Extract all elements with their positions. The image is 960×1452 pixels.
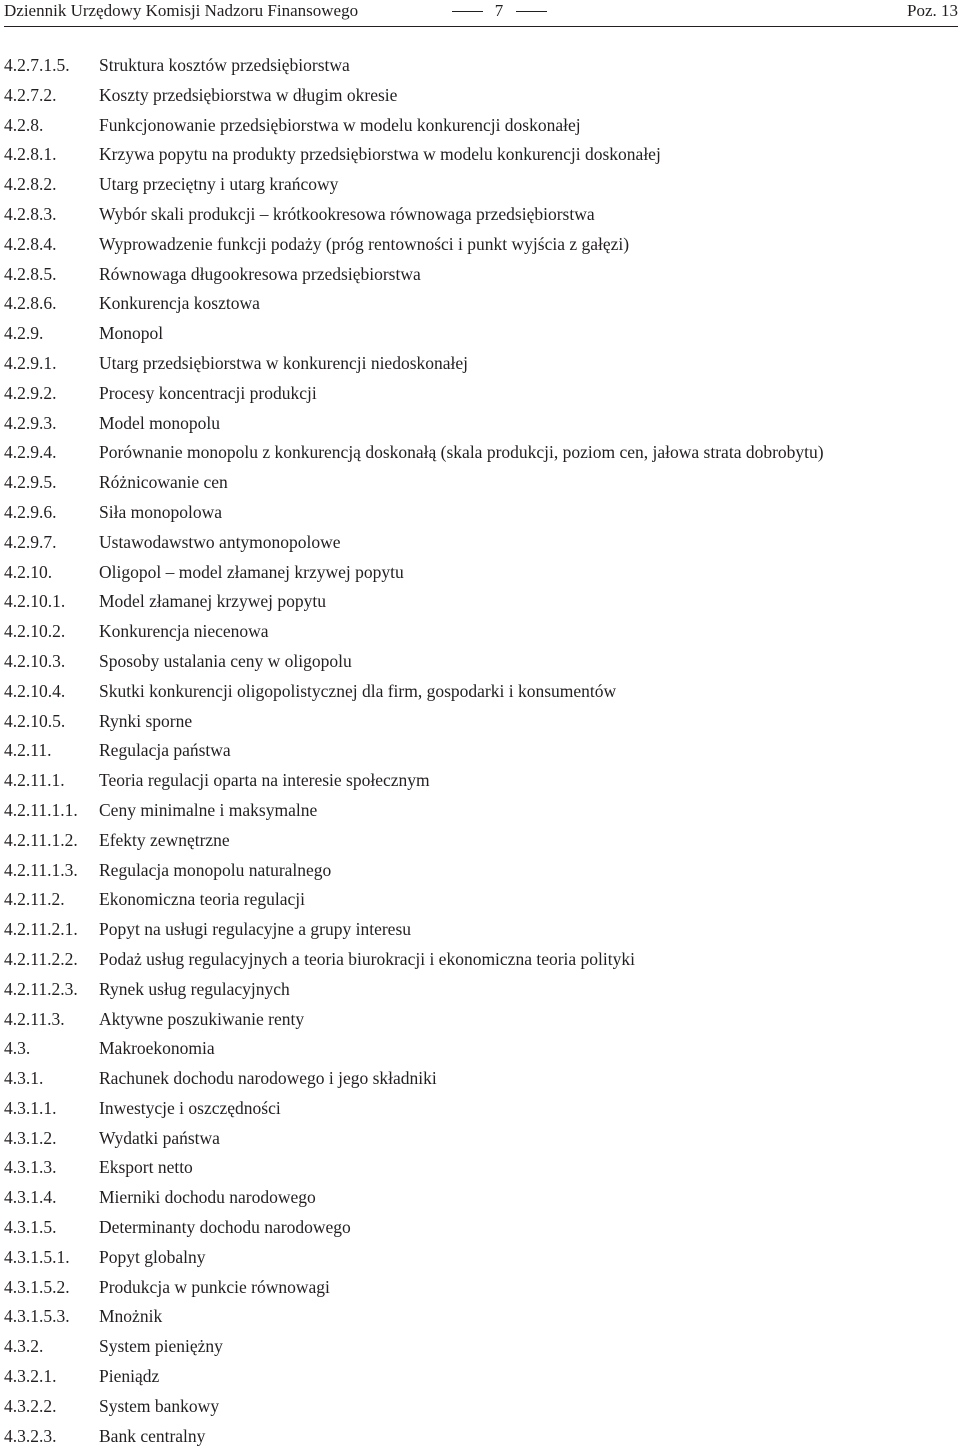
toc-section-number: 4.2.10. [4,561,53,582]
toc-section-title: Makroekonomia [99,1038,215,1059]
toc-section-title: System bankowy [99,1395,220,1416]
toc-row [4,1065,956,1095]
toc-row [4,708,956,738]
toc-section-title: Rynek usług regulacyjnych [99,978,290,999]
toc-section-number: 4.2.10.5. [4,710,66,731]
toc-row [4,827,956,857]
toc-section-number: 4.2.7.2. [4,84,57,105]
toc-row [4,52,956,82]
toc-section-title: Oligopol – model złamanej krzywej popytu [99,561,404,582]
toc-row [4,916,956,946]
toc-row [4,141,956,171]
toc-row [4,1095,956,1125]
toc-row [4,380,956,410]
page-number-dash-right [516,11,547,12]
toc-section-title: Popyt globalny [99,1246,206,1267]
toc-section-title: Popyt na usługi regulacyjne a grupy interesu [99,919,412,940]
toc-section-number: 4.2.11. [4,740,52,761]
toc-section-number: 4.3.1.3. [4,1157,57,1178]
page-number-block [452,0,562,22]
toc-row [4,231,956,261]
toc-section-title: Konkurencja kosztowa [99,293,260,314]
toc-section-title: Eksport netto [99,1157,193,1178]
toc-row [4,1184,956,1214]
toc-row [4,1303,956,1333]
toc-section-number: 4.2.11.1.3. [4,859,78,880]
toc-section-number: 4.2.9.2. [4,382,57,403]
toc-section-title: Funkcjonowanie przedsiębiorstwa w modelu konkurencji doskonałej [99,114,581,135]
toc-section-number: 4.2.11.2.2. [4,948,78,969]
toc-section-number: 4.3.1. [4,1068,44,1089]
toc-section-number: 4.3.1.5.3. [4,1306,70,1327]
toc-row [4,1035,956,1065]
toc-row [4,1006,956,1036]
toc-section-title: Wydatki państwa [99,1127,220,1148]
toc-section-title: Struktura kosztów przedsiębiorstwa [99,55,350,75]
toc-row [4,1423,956,1452]
toc-section-number: 4.2.8.4. [4,233,57,254]
toc-section-number: 4.3. [4,1038,31,1059]
toc-section-number: 4.2.9.5. [4,472,57,493]
toc-section-title: Ekonomiczna teoria regulacji [99,889,306,910]
toc-section-number: 4.2.9.4. [4,442,57,463]
toc-section-title: Wybór skali produkcji – krótkookresowa równowaga przedsiębiorstwa [99,203,595,224]
toc-row [4,261,956,291]
toc-section-title: Pieniądz [99,1366,160,1387]
toc-section-title: Mierniki dochodu narodowego [99,1187,316,1208]
toc-row [4,439,956,469]
toc-section-number: 4.2.9. [4,323,44,344]
toc-row [4,648,956,678]
toc-section-title: Monopol [99,323,164,344]
toc-section-title: Mnożnik [99,1306,163,1327]
position-ref: Poz. 13 [907,1,958,20]
toc-row [4,171,956,201]
toc-row [4,1274,956,1304]
toc-section-title: Podaż usług regulacyjnych a teoria biurokracji i ekonomiczna teoria polityki [99,948,636,969]
toc-row [4,112,956,142]
toc-section-number: 4.3.2.3. [4,1425,57,1446]
toc-section-title: Model złamanej krzywej popytu [99,591,326,612]
toc-section-title: Rynki sporne [99,710,193,731]
toc-section-number: 4.2.10.4. [4,680,66,701]
page-header [4,0,958,24]
toc-section-number: 4.2.8. [4,114,44,135]
toc-section-number: 4.2.11.2.3. [4,978,78,999]
toc-row [4,737,956,767]
toc-row [4,1154,956,1184]
table-of-contents [4,52,956,1452]
toc-section-number: 4.3.1.5. [4,1217,57,1238]
toc-row [4,588,956,618]
toc-row [4,886,956,916]
toc-section-title: Sposoby ustalania ceny w oligopolu [99,650,352,671]
toc-section-title: Porównanie monopolu z konkurencją doskonałą (skala produkcji, poziom cen, jałowa strata dobrobytu) [99,442,824,463]
toc-row [4,529,956,559]
toc-row [4,1363,956,1393]
toc-row [4,350,956,380]
toc-row [4,618,956,648]
toc-row [4,559,956,589]
toc-section-number: 4.2.9.3. [4,412,57,433]
page-number: 7 [494,1,504,20]
toc-section-number: 4.2.9.7. [4,531,57,552]
toc-section-title: Produkcja w punkcie równowagi [99,1276,330,1297]
toc-section-number: 4.3.2. [4,1336,44,1357]
toc-section-number: 4.2.8.2. [4,174,57,195]
toc-section-number: 4.3.1.1. [4,1097,57,1118]
toc-row [4,499,956,529]
toc-section-number: 4.3.1.2. [4,1127,57,1148]
toc-section-number: 4.2.8.6. [4,293,57,314]
toc-row [4,797,956,827]
toc-row [4,1333,956,1363]
toc-section-number: 4.2.7.1.5. [4,55,70,75]
toc-section-number: 4.2.10.2. [4,621,66,642]
toc-section-title: Ceny minimalne i maksymalne [99,799,318,820]
header-rule [4,26,958,27]
journal-title: Dziennik Urzędowy Komisji Nadzoru Finansowego [4,1,359,20]
toc-row [4,201,956,231]
toc-section-title: Teoria regulacji oparta na interesie społecznym [99,770,430,791]
toc-section-title: System pieniężny [99,1336,223,1357]
toc-row [4,767,956,797]
toc-section-title: Utarg przedsiębiorstwa w konkurencji niedoskonałej [99,352,469,373]
toc-row [4,1214,956,1244]
toc-section-title: Inwestycje i oszczędności [99,1097,281,1118]
toc-row [4,946,956,976]
toc-section-title: Regulacja monopolu naturalnego [99,859,332,880]
toc-section-title: Aktywne poszukiwanie renty [99,1008,305,1029]
toc-row [4,976,956,1006]
toc-row [4,82,956,112]
toc-section-number: 4.2.10.1. [4,591,66,612]
toc-section-number: 4.2.11.2. [4,889,65,910]
toc-row [4,290,956,320]
toc-section-number: 4.2.11.2.1. [4,919,78,940]
toc-section-title: Utarg przeciętny i utarg krańcowy [99,174,339,195]
toc-section-title: Konkurencja niecenowa [99,621,269,642]
toc-section-title: Koszty przedsiębiorstwa w długim okresie [99,84,398,105]
toc-section-number: 4.2.10.3. [4,650,66,671]
page-number-dash-left [452,11,483,12]
toc-section-number: 4.2.11.3. [4,1008,65,1029]
toc-row [4,469,956,499]
toc-section-title: Procesy koncentracji produkcji [99,382,317,403]
toc-row [4,1393,956,1423]
toc-section-number: 4.2.8.1. [4,144,57,165]
toc-row [4,320,956,350]
toc-section-title: Skutki konkurencji oligopolistycznej dla firm, gospodarki i konsumentów [99,680,617,701]
toc-section-number: 4.3.2.1. [4,1366,57,1387]
toc-section-title: Efekty zewnętrzne [99,829,230,850]
toc-section-title: Rachunek dochodu narodowego i jego składniki [99,1068,437,1089]
toc-section-title: Model monopolu [99,412,221,433]
toc-row [4,1125,956,1155]
toc-section-number: 4.2.8.3. [4,203,57,224]
toc-section-title: Bank centralny [99,1425,206,1446]
toc-section-number: 4.2.8.5. [4,263,57,284]
toc-section-number: 4.3.1.5.1. [4,1246,70,1267]
toc-section-title: Wyprowadzenie funkcji podaży (próg rentowności i punkt wyjścia z gałęzi) [99,233,630,254]
toc-section-title: Siła monopolowa [99,501,222,522]
toc-row [4,410,956,440]
toc-row [4,678,956,708]
toc-row [4,1244,956,1274]
toc-section-number: 4.2.11.1. [4,770,65,791]
toc-section-title: Regulacja państwa [99,740,231,761]
toc-section-number: 4.3.1.4. [4,1187,57,1208]
toc-section-number: 4.3.1.5.2. [4,1276,70,1297]
toc-section-number: 4.2.11.1.2. [4,829,78,850]
toc-section-number: 4.3.2.2. [4,1395,57,1416]
toc-section-title: Krzywa popytu na produkty przedsiębiorstwa w modelu konkurencji doskonałej [99,144,661,165]
toc-section-number: 4.2.11.1.1. [4,799,78,820]
toc-section-number: 4.2.9.1. [4,352,57,373]
toc-section-title: Ustawodawstwo antymonopolowe [99,531,341,552]
toc-section-title: Determinanty dochodu narodowego [99,1217,351,1238]
toc-section-title: Równowaga długookresowa przedsiębiorstwa [99,263,421,284]
toc-section-number: 4.2.9.6. [4,501,57,522]
toc-row [4,857,956,887]
toc-section-title: Różnicowanie cen [99,472,228,493]
